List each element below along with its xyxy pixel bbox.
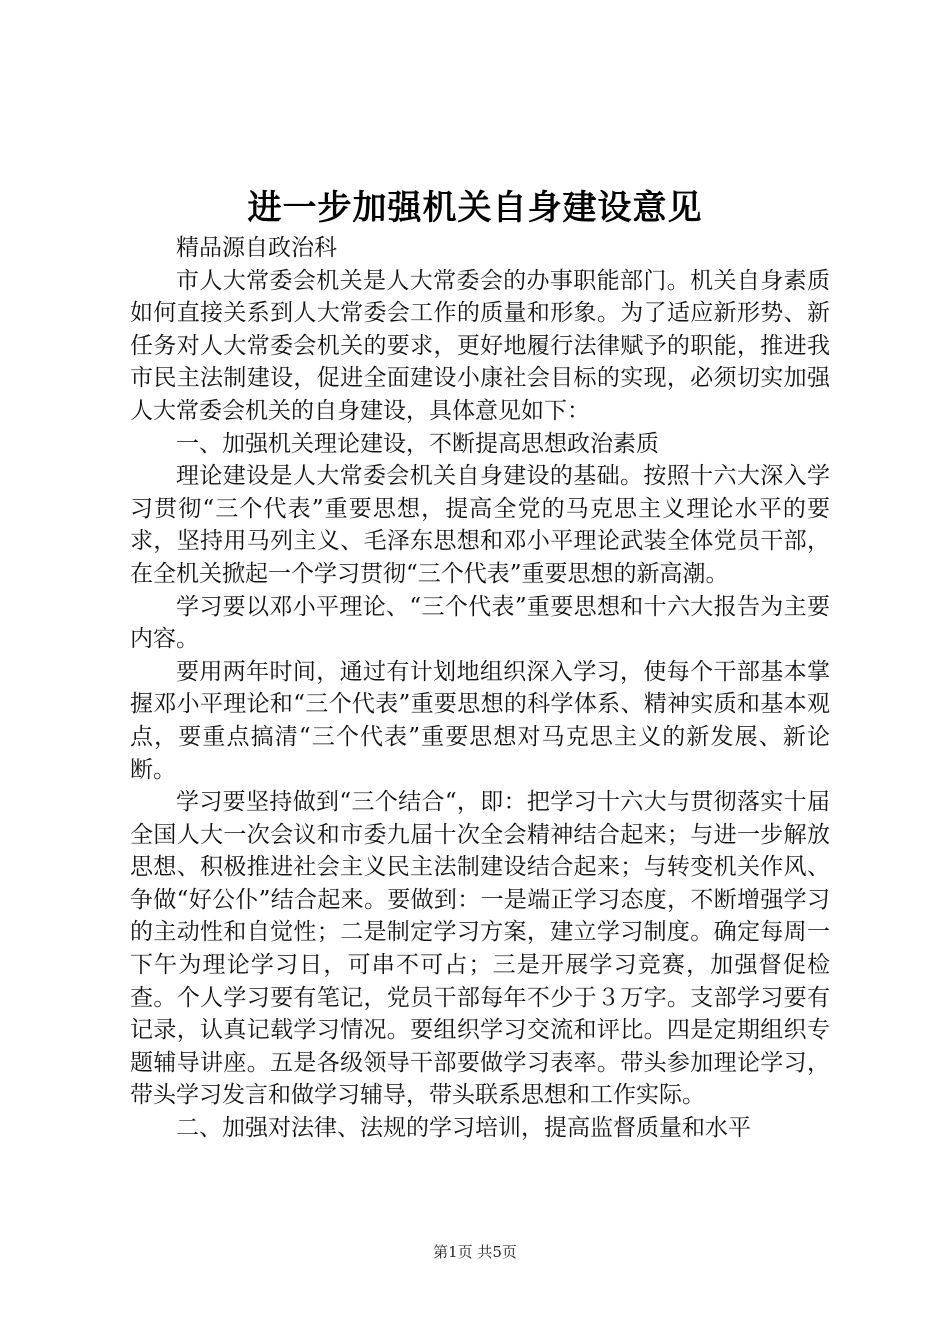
body-paragraph: 学习要坚持做到“三个结合“，即：把学习十六大与贯彻落实十届全国人大一次会议和市委九届十次全会精神结合起来；与进一步解放思想、积极推进社会主义民主法制建设结合起来；与转变机关作风、争做“好公仆”结合起来。要做到：一是端正学习态度，不断增强学习的主动性和自觉性；二是制定学习方案，建立学习制度。确定每周一下午为理论学习日，可串不可占；三是开展学习竞赛，加强督促检查。个人学习要有笔记，党员干部每年不少于３万字。支部学习要有记录，认真记载学习情况。要组织学习交流和评比。四是定期组织专题辅导讲座。五是各级领导干部要做学习表率。带头参加理论学习，带头学习发言和做学习辅导，带头联系思想和工作实际。 xyxy=(130,789,830,1109)
intro-paragraph: 市人大常委会机关是人大常委会的办事职能部门。机关自身素质如何直接关系到人大常委会工作的质量和形象。为了适应新形势、新任务对人大常委会机关的要求，更好地履行法律赋予的职能，推进我市民主法制建设，促进全面建设小康社会目标的实现，必须切实加强人大常委会机关的自身建设，具体意见如下： xyxy=(130,267,830,424)
body-paragraph: 要用两年时间，通过有计划地组织深入学习，使每个干部基本掌握邓小平理论和“三个代表”重要思想的科学体系、精神实质和基本观点，要重点搞清“三个代表”重要思想对马克思主义的新发展、新论断。 xyxy=(130,658,830,783)
page-number-footer: 第1页 共5页 xyxy=(433,1243,517,1261)
document-title: 进一步加强机关自身建设意见 xyxy=(247,188,703,228)
document-body xyxy=(130,232,830,1145)
body-paragraph: 理论建设是人大常委会机关自身建设的基础。按照十六大深入学习贯彻“三个代表”重要思想，提高全党的马克思主义理论水平的要求，坚持用马列主义、毛泽东思想和邓小平理论武装全体党员干部，在全机关掀起一个学习贯彻“三个代表”重要思想的新高潮。 xyxy=(130,463,830,587)
section-heading-2: 二、加强对法律、法规的学习培训，提高监督质量和水平 xyxy=(176,1115,751,1142)
source-line: 精品源自政治科 xyxy=(176,235,337,261)
section-heading-1: 一、加强机关理论建设，不断提高思想政治素质 xyxy=(176,430,659,457)
body-paragraph: 学习要以邓小平理论、“三个代表”重要思想和十六大报告为主要内容。 xyxy=(130,593,830,653)
